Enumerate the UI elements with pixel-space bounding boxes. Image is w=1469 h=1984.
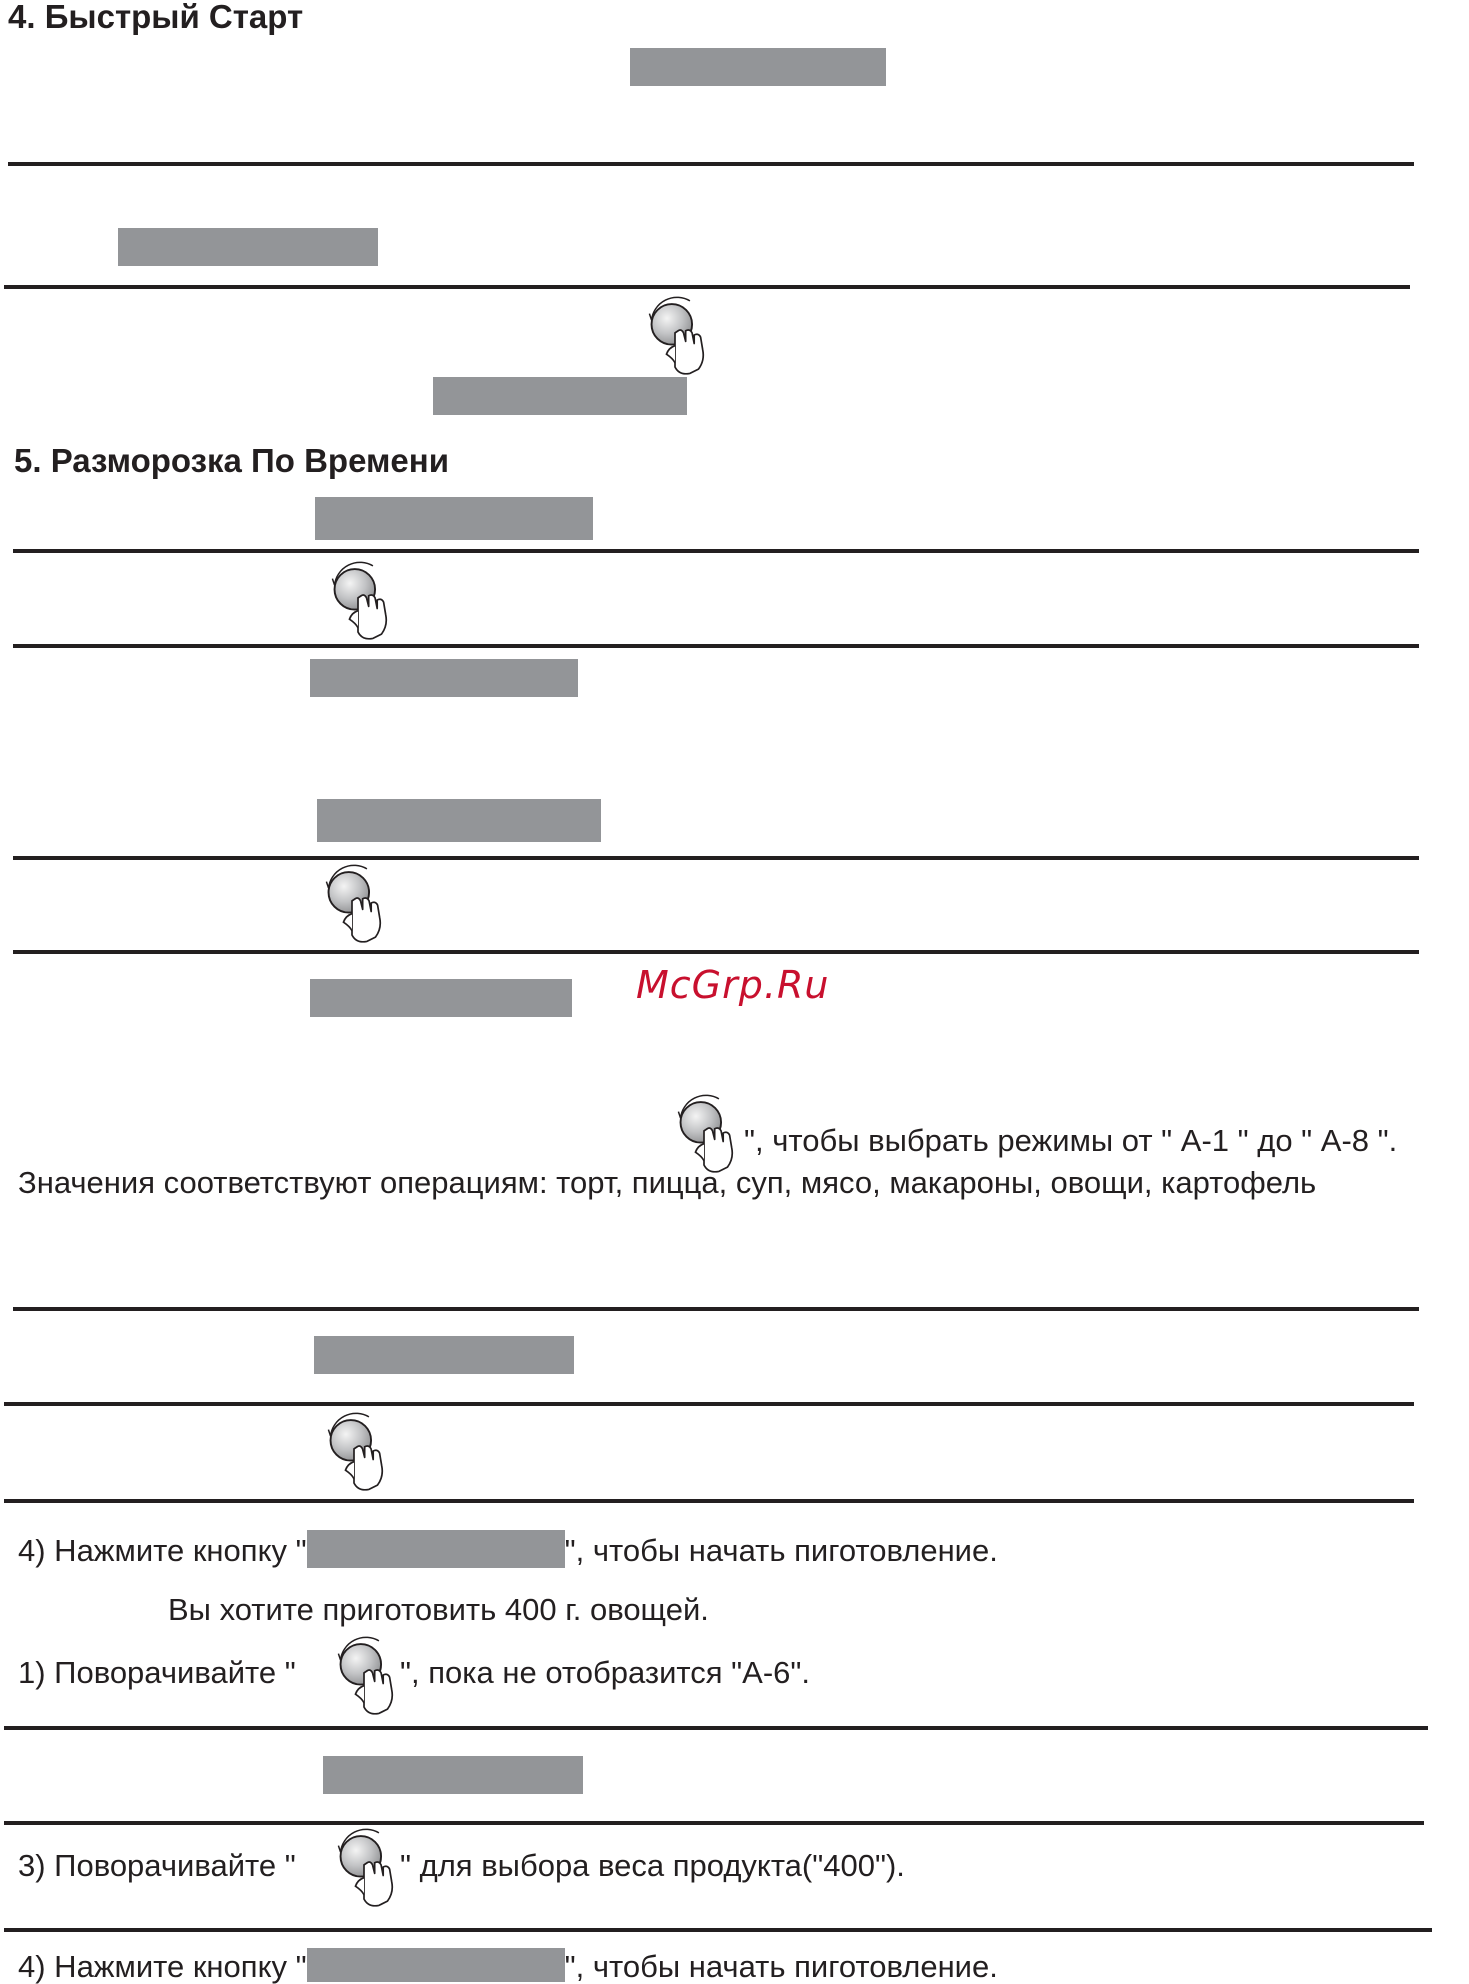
divider-line xyxy=(13,1307,1419,1311)
quick-start-heading: 4. Быстрый Старт xyxy=(8,0,304,35)
redaction-box xyxy=(310,979,572,1017)
divider-line xyxy=(4,1499,1414,1503)
redaction-box xyxy=(323,1756,583,1794)
divider-line xyxy=(4,1726,1428,1730)
example-intro: Вы хотите приготовить 400 г. овощей. xyxy=(168,1592,709,1627)
example-step3-prefix: 3) Поворачивайте " xyxy=(18,1848,296,1883)
auto-menu-select-text: ", чтобы выбрать режимы от " A-1 " до " A-8 ". xyxy=(744,1123,1398,1158)
redaction-box xyxy=(307,1948,565,1982)
divider-line xyxy=(13,950,1419,954)
example-step3-suffix: " для выбора веса продукта("400"). xyxy=(400,1848,905,1883)
divider-line xyxy=(4,1402,1414,1406)
divider-line xyxy=(4,285,1410,289)
redaction-box xyxy=(314,1336,574,1374)
example-step1-prefix: 1) Поворачивайте " xyxy=(18,1655,296,1690)
divider-line xyxy=(13,549,1419,553)
example-step4-prefix: 4) Нажмите кнопку " xyxy=(18,1949,307,1984)
auto-step4-suffix: ", чтобы начать пиготовление. xyxy=(564,1533,998,1568)
auto-step4-line xyxy=(18,1530,998,1568)
rotary-knob-hand-icon xyxy=(320,860,384,946)
redaction-box xyxy=(118,228,378,266)
auto-step4-prefix: 4) Нажмите кнопку " xyxy=(18,1533,307,1568)
rotary-knob-hand-icon xyxy=(672,1090,736,1176)
redaction-box xyxy=(307,1530,565,1568)
redaction-box xyxy=(310,659,578,697)
redaction-box xyxy=(317,799,601,842)
divider-line xyxy=(8,162,1414,166)
divider-line xyxy=(4,1821,1424,1825)
divider-line xyxy=(13,644,1419,648)
divider-line xyxy=(13,856,1419,860)
rotary-knob-hand-icon xyxy=(322,1408,386,1494)
auto-menu-values-text: Значения соответствуют операциям: торт, пицца, суп, мясо, макароны, овощи, картофель xyxy=(18,1165,1317,1200)
redaction-box xyxy=(315,497,593,540)
redaction-box xyxy=(433,377,687,415)
watermark: McGrp.Ru xyxy=(636,963,830,1007)
time-defrost-heading: 5. Разморозка По Времени xyxy=(14,442,449,479)
rotary-knob-hand-icon xyxy=(326,557,390,643)
rotary-knob-hand-icon xyxy=(332,1824,396,1910)
example-step1-suffix: ", пока не отобразится "A-6". xyxy=(400,1655,811,1690)
example-step4-suffix: ", чтобы начать пиготовление. xyxy=(564,1949,998,1984)
example-step4-line xyxy=(18,1948,998,1982)
rotary-knob-hand-icon xyxy=(643,292,707,378)
rotary-knob-hand-icon xyxy=(332,1632,396,1718)
redaction-box xyxy=(630,48,886,86)
divider-line xyxy=(4,1928,1432,1932)
